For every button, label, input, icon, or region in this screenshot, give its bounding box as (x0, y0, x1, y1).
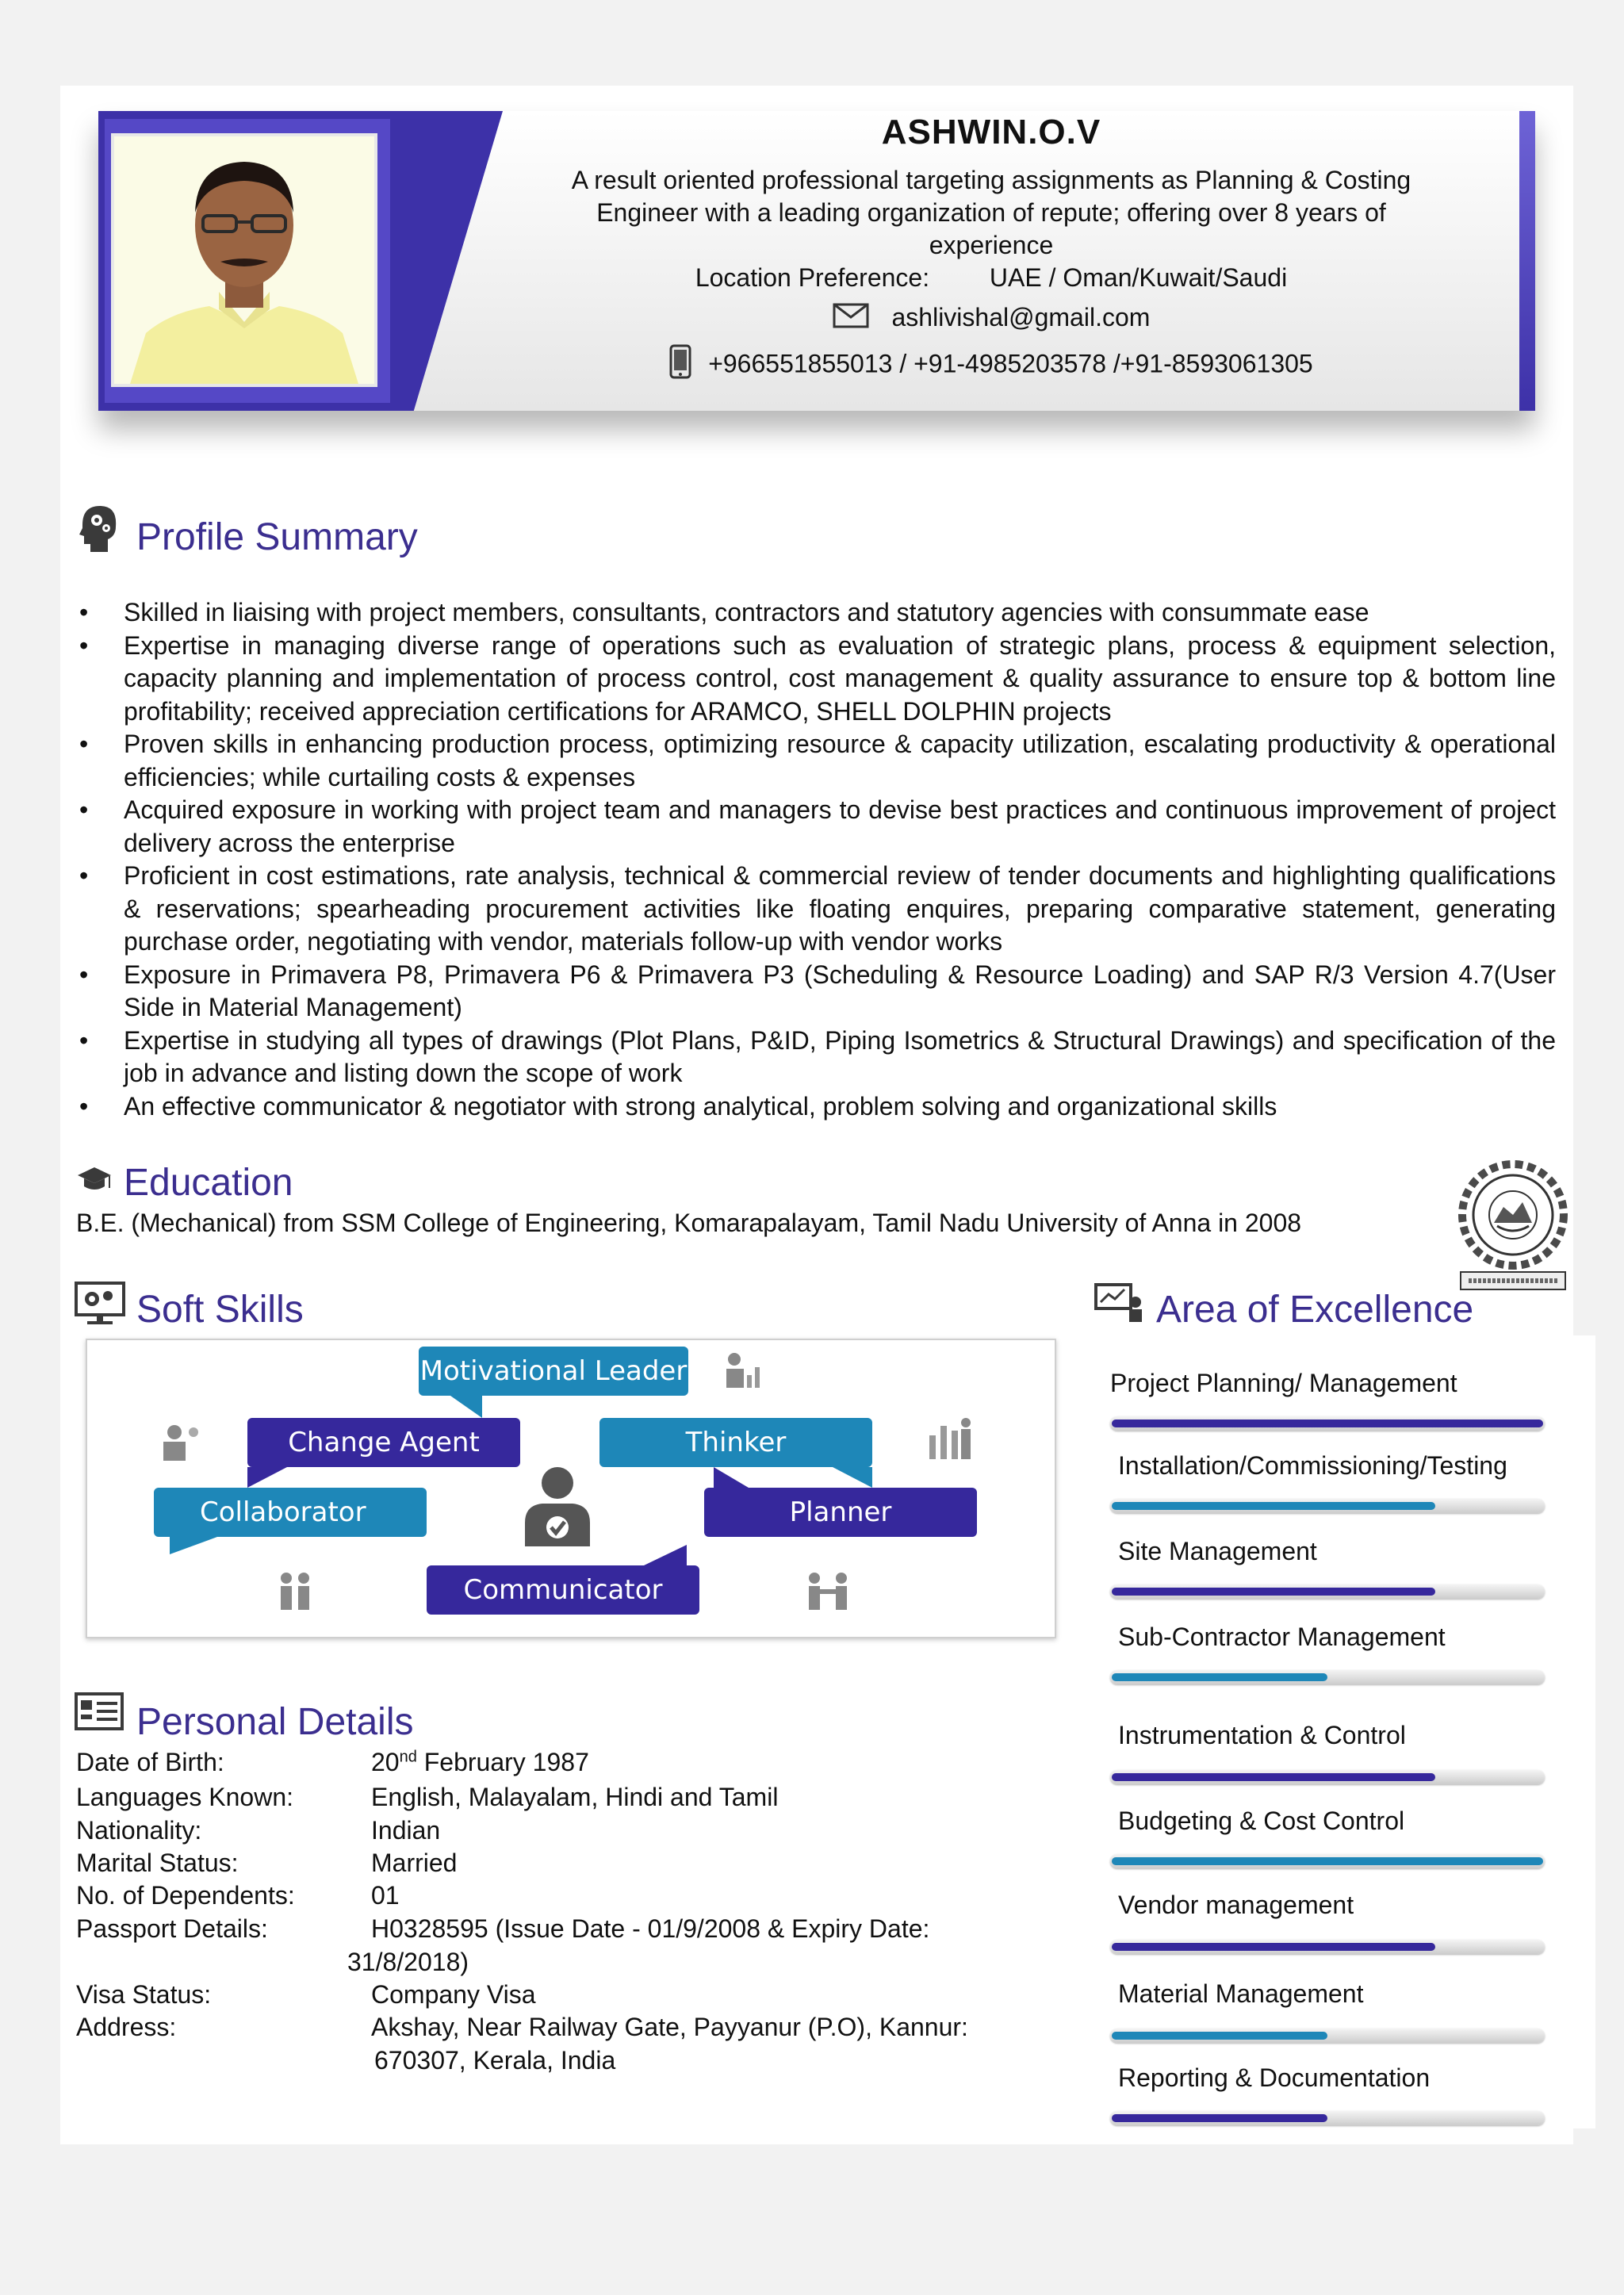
profile-summary-title: Profile Summary (136, 516, 418, 558)
person-check-icon (522, 1464, 593, 1552)
skill-level-bar (1110, 2029, 1545, 2043)
excellence-item-label: Material Management (1118, 1979, 1364, 2008)
nationality-label: Nationality: (76, 1816, 202, 1845)
presentation-gears-icon (75, 1282, 125, 1330)
location-preference (508, 262, 1475, 294)
university-seal-logo (1456, 1155, 1570, 1298)
id-card-icon (75, 1692, 124, 1734)
skill-level-bar (1110, 2111, 1545, 2125)
passport-label: Passport Details: (76, 1914, 268, 1943)
skill-level-fill (1112, 1588, 1435, 1596)
dob-rest: February 1987 (416, 1748, 589, 1776)
nationality-value: Indian (371, 1816, 441, 1845)
skill-level-fill (1112, 1502, 1435, 1510)
bubble-tail (450, 1396, 482, 1418)
excellence-item-label: Budgeting & Cost Control (1118, 1806, 1405, 1835)
dependents-label: No. of Dependents: (76, 1881, 295, 1910)
skill-level-bar (1110, 1670, 1545, 1684)
skill-thinker: Thinker (599, 1418, 872, 1467)
excellence-item-label: Reporting & Documentation (1118, 2063, 1431, 2092)
header-summary-line: Engineer with a leading organization of repute; offering over 8 years of (596, 198, 1386, 227)
excellence-item-label: Vendor management (1118, 1891, 1354, 1919)
header-banner-edge (1519, 111, 1535, 411)
header-summary-line: A result oriented professional targeting assignments as Planning & Costing (571, 166, 1411, 194)
bubble-tail (833, 1467, 872, 1488)
marital-status-value: Married (371, 1849, 458, 1877)
profile-photo (111, 133, 377, 387)
two-people-icon (278, 1572, 312, 1615)
excellence-item-label: Sub-Contractor Management (1118, 1623, 1446, 1651)
list-item: • An effective communicator & negotiator with strong analytical, problem solving and organizational skills (76, 1090, 1556, 1124)
presentation-chart-icon (1094, 1283, 1143, 1327)
skill-level-bar (1110, 1854, 1545, 1868)
passport-value-cont: 31/8/2018) (347, 1948, 469, 1976)
passport-value: H0328595 (Issue Date - 01/9/2008 & Expiry Date: (371, 1914, 930, 1943)
dob-label: Date of Birth: (76, 1748, 224, 1776)
bubble-tail (170, 1537, 217, 1554)
excellence-item-label: Site Management (1118, 1537, 1317, 1565)
phone-numbers[interactable]: +966551855013 / +91-4985203578 /+91-8593061305 (708, 349, 1313, 378)
languages-label: Languages Known: (76, 1783, 293, 1811)
profile-summary-list (76, 596, 1556, 1123)
excellence-item-label: Project Planning/ Management (1110, 1369, 1457, 1397)
location-value: UAE / Oman/Kuwait/Saudi (989, 263, 1288, 292)
phone-line (508, 344, 1475, 387)
skill-level-bar (1110, 1499, 1545, 1513)
skill-level-fill (1112, 1673, 1327, 1681)
location-label: Location Preference: (695, 263, 930, 292)
person-idea-icon (160, 1423, 201, 1466)
skill-motivational-leader: Motivational Leader (419, 1347, 688, 1396)
mobile-phone-icon (669, 344, 691, 387)
area-of-excellence-title: Area of Excellence (1156, 1289, 1474, 1331)
email-line (508, 301, 1475, 336)
header-summary-line: experience (929, 231, 1054, 259)
list-item: • Skilled in liaising with project members, consultants, contractors and statutory agencies with consummate ease (76, 596, 1556, 630)
address-label: Address: (76, 2013, 177, 2041)
skill-level-bar (1110, 1940, 1545, 1954)
visa-label: Visa Status: (76, 1980, 212, 2009)
visa-value: Company Visa (371, 1980, 536, 2009)
bubble-tail (644, 1545, 687, 1565)
head-gears-icon (76, 504, 119, 557)
dob-day: 20 (371, 1748, 400, 1776)
skill-level-fill (1112, 2032, 1327, 2040)
list-item: • Proven skills in enhancing production process, optimizing resource & capacity utilization, escalating productivity & operational efficiencies; while curtailing costs & expenses (76, 728, 1556, 794)
skill-communicator: Communicator (427, 1565, 699, 1615)
graduation-cap-icon (76, 1166, 113, 1197)
address-line-2: 670307, Kerala, India (374, 2046, 616, 2075)
skill-level-bar (1110, 1770, 1545, 1784)
address-line-1: Akshay, Near Railway Gate, Payyanur (P.O), Kannur: (371, 2013, 968, 2041)
skill-planner: Planner (704, 1488, 977, 1537)
list-item: • Proficient in cost estimations, rate analysis, technical & commercial review of tender documents and highlighting qualifications & reservations; spearheading procurement activities like floating enquires, preparing comparative statement, generating purchase order, negotiating with vendor, materials follow-up with vendor works (76, 860, 1556, 959)
excellence-item-label: Installation/Commissioning/Testing (1118, 1451, 1507, 1480)
email-address[interactable]: ashlivishal@gmail.com (891, 303, 1151, 331)
team-chart-icon (925, 1415, 975, 1465)
skill-level-fill (1112, 1857, 1543, 1865)
list-item: • Expertise in managing diverse range of operations such as evaluation of strategic plans, process & equipment selection, capacity planning and implementation of process control, cost management & quality assurance to ensure top & bottom line profitability; received appreciation certifications for ARAMCO, SHELL DOLPHIN projects (76, 630, 1556, 729)
list-item: • Expertise in studying all types of drawings (Plot Plans, P&ID, Piping Isometrics & Structural Drawings) and specification of the job in advance and listing down the scope of work (76, 1025, 1556, 1090)
list-item: • Exposure in Primavera P8, Primavera P6 & Primavera P3 (Scheduling & Resource Loading) and SAP R/3 Version 4.7(User Side in Material Management) (76, 959, 1556, 1025)
header-summary (508, 164, 1475, 262)
skill-change-agent: Change Agent (247, 1418, 520, 1467)
skill-level-fill (1112, 1773, 1435, 1781)
skill-level-fill (1112, 2114, 1327, 2122)
marital-status-label: Marital Status: (76, 1849, 239, 1877)
languages-value: English, Malayalam, Hindi and Tamil (371, 1783, 779, 1811)
dependents-value: 01 (371, 1881, 400, 1910)
list-item: • Acquired exposure in working with project team and managers to devise best practices and continuous improvement of project delivery across the enterprise (76, 794, 1556, 860)
bubble-tail (714, 1467, 749, 1488)
mail-icon (833, 303, 869, 336)
education-degree: B.E. (Mechanical) from SSM College of Engineering, Komarapalayam, Tamil Nadu University of Anna in 2008 (76, 1209, 1302, 1237)
dob-suffix: nd (399, 1748, 417, 1766)
skill-level-bar (1110, 1584, 1545, 1599)
excellence-item-label: Instrumentation & Control (1118, 1721, 1406, 1749)
skill-collaborator: Collaborator (154, 1488, 427, 1537)
education-title: Education (124, 1162, 293, 1204)
growth-chart-person-icon (723, 1351, 763, 1393)
personal-details-title: Personal Details (136, 1701, 414, 1743)
dob-value (371, 1748, 589, 1777)
skill-level-bar (1110, 1416, 1545, 1431)
bubble-tail (247, 1467, 287, 1488)
handshake-people-icon (806, 1572, 850, 1615)
skill-level-fill (1112, 1943, 1435, 1951)
soft-skills-title: Soft Skills (136, 1289, 304, 1331)
skill-level-fill (1112, 1420, 1543, 1427)
candidate-name: ASHWIN.O.V (881, 113, 1101, 151)
